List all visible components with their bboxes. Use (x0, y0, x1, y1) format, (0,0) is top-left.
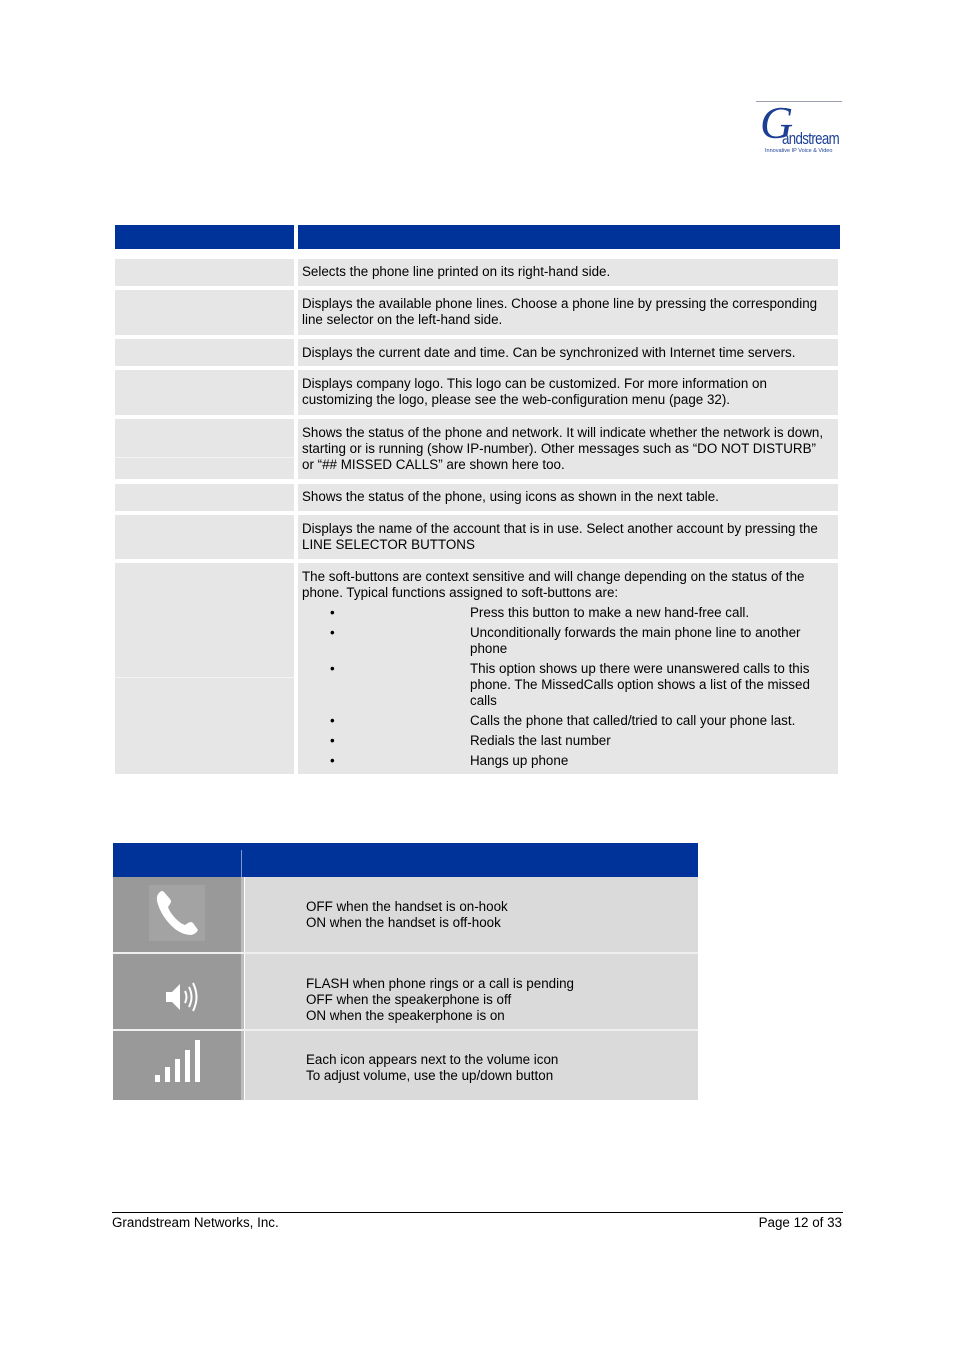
cell-divider (115, 457, 294, 458)
table-row-label-cell (115, 484, 294, 511)
status-line: OFF when the handset is on-hook (306, 899, 508, 914)
footer-page-number: Page 12 of 33 (758, 1215, 842, 1230)
table-row-label-cell (115, 370, 294, 415)
status-line: ON when the speakerphone is on (306, 1008, 505, 1024)
list-item: • This option shows up there were unanswered calls to this phone. The MissedCalls option shows a list of the missed calls (330, 661, 810, 709)
speaker-icon (162, 978, 202, 1018)
row-description: Shows the status of the phone and network. It will indicate whether the network is down, starting or is running (show IP-number). Other messages such as “DO NOT DISTURB” or “## MISSED CALLS” are shown here too. (302, 425, 824, 473)
logo-word: andstream (782, 129, 840, 148)
row-description: Displays company logo. This logo can be customized. For more information on customizing the logo, please see the web-configuration menu (page 32). (302, 376, 767, 408)
table-row (298, 370, 838, 415)
list-item: • Unconditionally forwards the main phone line to another phone (330, 625, 801, 657)
icon-cell (113, 954, 241, 1029)
table-row (298, 259, 838, 286)
logo-mark: G (760, 97, 794, 148)
table-row (245, 954, 698, 1029)
list-item: • Redials the last number (330, 732, 611, 748)
list-item: • Calls the phone that called/tried to call your phone last. (330, 713, 796, 729)
table-row (245, 877, 698, 952)
function-table-header-col2 (298, 225, 840, 249)
status-line: ON when the handset is off-hook (306, 915, 501, 931)
table-row-label-cell (115, 339, 294, 366)
table-row (298, 339, 838, 366)
cell-divider (115, 677, 294, 678)
row-description: Displays the available phone lines. Choose a phone line by pressing the corresponding line selector on the left-hand side. (302, 296, 818, 328)
status-line: Each icon appears next to the volume icon (306, 1052, 559, 1067)
row-description: Shows the status of the phone, using icons as shown in the next table. (302, 489, 719, 504)
icon-cell (113, 1031, 241, 1100)
handset-icon (147, 883, 207, 943)
footer-company: Grandstream Networks, Inc. (112, 1215, 279, 1230)
icon-cell (113, 877, 241, 952)
list-item: • Press this button to make a new hand-free call. (330, 605, 750, 621)
volume-bars-icon (153, 1037, 205, 1085)
logo-tagline: Innovative IP Voice & Video (765, 148, 833, 154)
table-row (298, 290, 838, 335)
list-item: • Hangs up phone (330, 752, 569, 768)
row-description: Displays the current date and time. Can be synchronized with Internet time servers. (302, 345, 796, 360)
grandstream-logo (756, 97, 846, 160)
table-row (298, 419, 838, 479)
status-line: FLASH when phone rings or a call is pending (306, 976, 574, 991)
table-row (298, 563, 838, 774)
table-row-label-cell (115, 515, 294, 559)
header-divider (241, 850, 242, 877)
row-description: The soft-buttons are context sensitive and will change depending on the status of the phone. Typical functions assigned to soft-buttons are: (302, 569, 805, 601)
table-row-label-cell (115, 259, 294, 286)
table-row (298, 515, 838, 559)
footer-rule (112, 1212, 843, 1213)
status-line: OFF when the speakerphone is off (306, 992, 512, 1008)
table-row-label-cell (115, 290, 294, 335)
table-row-label-cell (115, 563, 294, 774)
function-table-header-col1 (115, 225, 294, 249)
row-description: Selects the phone line printed on its right-hand side. (302, 264, 611, 279)
softbutton-function-list (302, 605, 830, 768)
table-row (245, 1031, 698, 1100)
table-row (298, 484, 838, 511)
table-row-label-cell (115, 419, 294, 479)
icon-table-header (113, 843, 698, 877)
row-description: Displays the name of the account that is in use. Select another account by pressing the LINE SELECTOR BUTTONS (302, 521, 818, 553)
status-line: To adjust volume, use the up/down button (306, 1068, 554, 1084)
